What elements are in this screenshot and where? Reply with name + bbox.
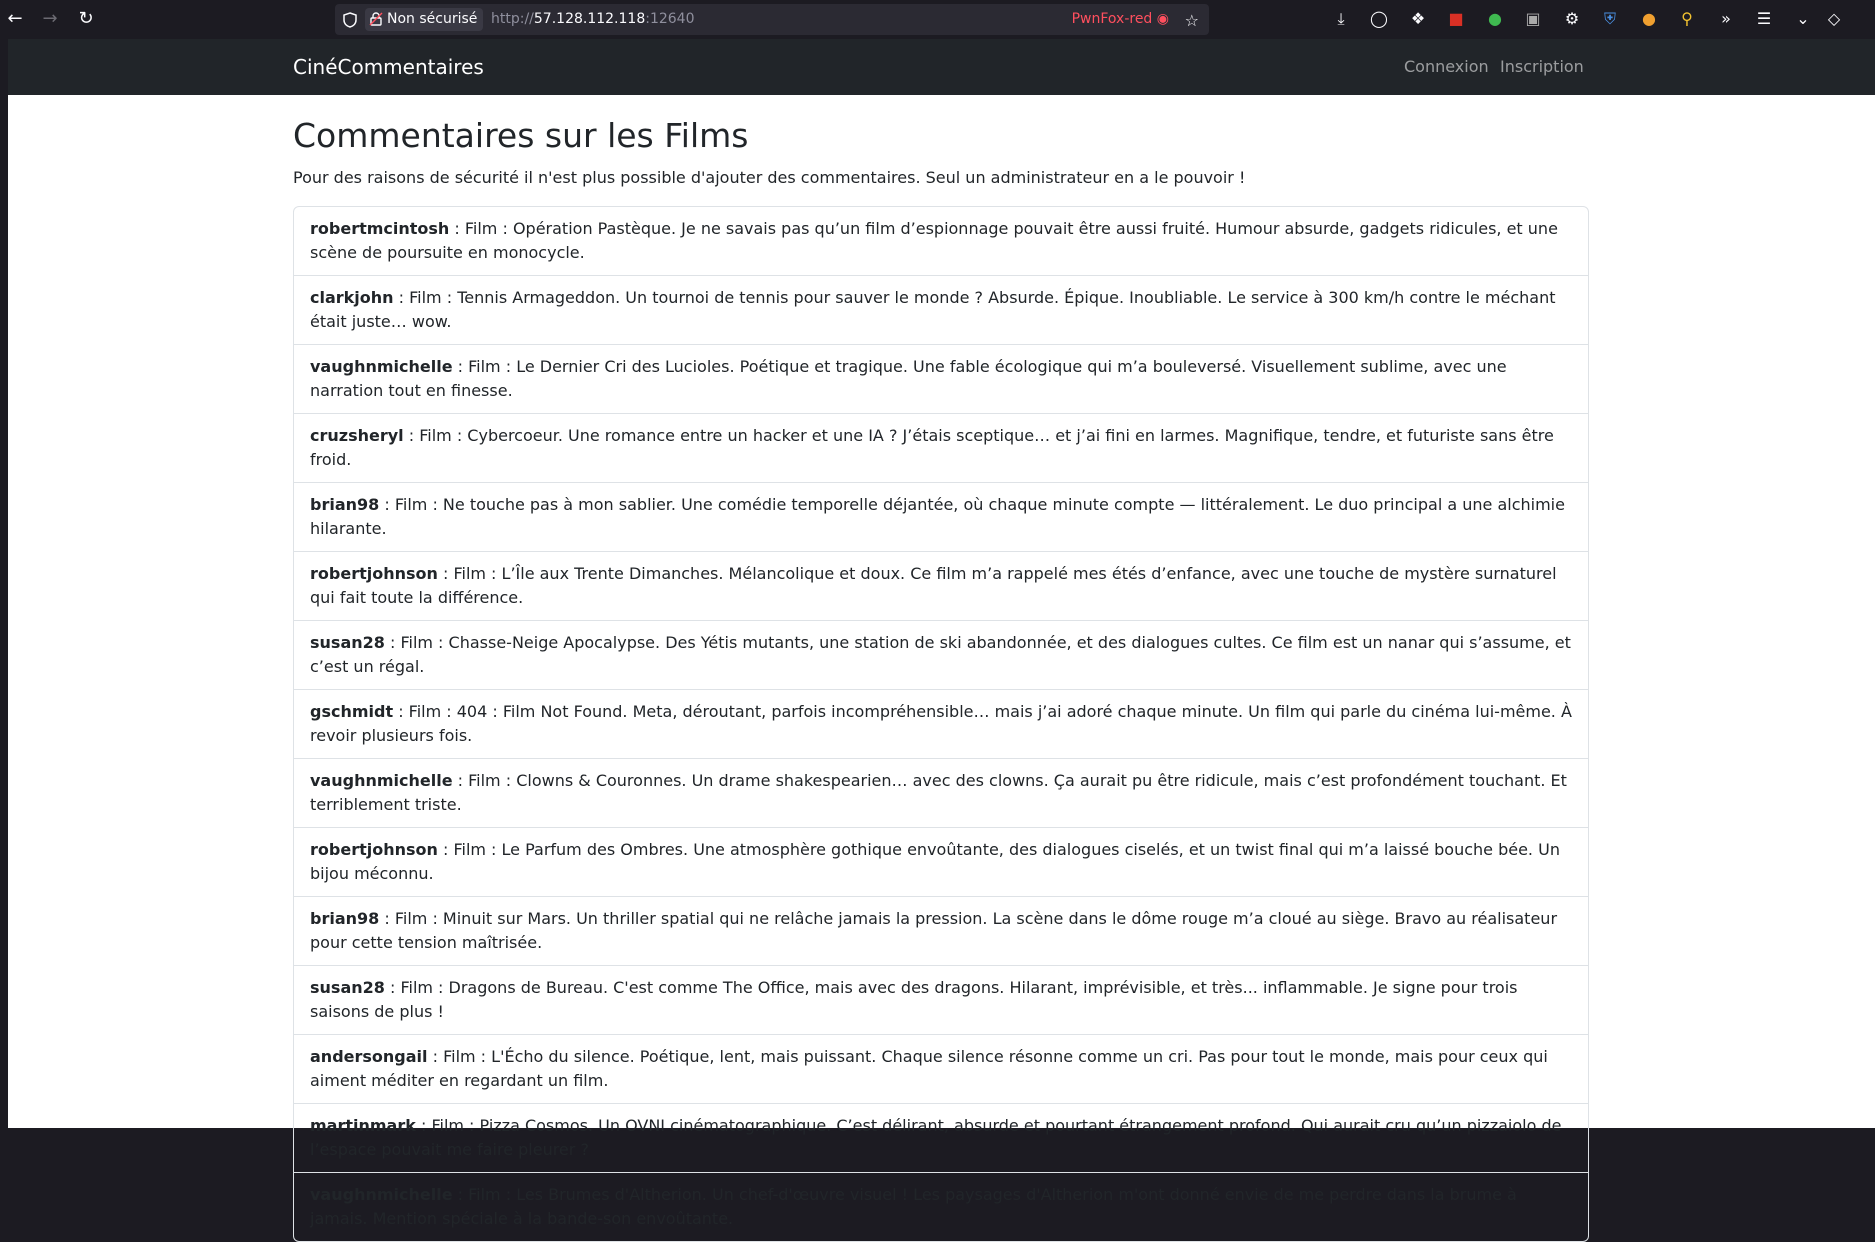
web-page [8, 39, 1875, 1228]
tracking-shield-icon[interactable] [343, 12, 357, 28]
list-item [294, 207, 1588, 275]
comment-author: vaughnmichelle [310, 1185, 453, 1204]
extensions-icon[interactable]: ❖ [1410, 9, 1426, 28]
url-bar[interactable] [335, 4, 1209, 35]
extension-green-icon[interactable]: ● [1488, 9, 1502, 28]
url-text[interactable] [491, 4, 695, 35]
insecure-lock-icon [370, 12, 382, 26]
extension-settings-icon[interactable]: ⚙ [1564, 9, 1580, 28]
list-item [294, 1034, 1588, 1103]
comment-text: : Film : Tennis Armageddon. Un tournoi de tennis pour sauver le monde ? Absurde. Épique. Inoubliable. Le service à 300 km/h contre le méchant était juste… wow. [310, 288, 1556, 331]
list-item [294, 758, 1588, 827]
comment-text: : Film : Dragons de Bureau. C'est comme The Office, mais avec des dragons. Hilarant, imprévisible, et très... inflammable. Je signe pour trois saisons de plus ! [310, 978, 1518, 1021]
key-icon[interactable]: ⚲ [1681, 9, 1693, 28]
comment-text: : Film : 404 : Film Not Found. Meta, déroutant, parfois incompréhensible… mais j’ai adoré chaque minute. Un film qui parle du cinéma lui-même. À revoir plusieurs fois. [310, 702, 1572, 745]
comment-author: vaughnmichelle [310, 357, 453, 376]
comment-author: susan28 [310, 633, 385, 652]
login-link[interactable]: Connexion [1404, 57, 1489, 76]
signup-link[interactable]: Inscription [1500, 57, 1584, 76]
comment-author: brian98 [310, 909, 380, 928]
site-navbar [8, 39, 1875, 95]
list-item [294, 344, 1588, 413]
comment-text: : Film : Le Dernier Cri des Lucioles. Poétique et tragique. Une fable écologique qui m’a bouleversé. Visuellement sublime, avec une narration tout en finesse. [310, 357, 1507, 400]
chevron-down-icon[interactable]: ⌄ [1796, 9, 1810, 28]
comment-text: : Film : Les Brumes d'Altherion. Un chef-d'œuvre visuel ! Les paysages d'Altherion m'ont donné envie de me perdre dans la brume à jamais. Mention spéciale à la bande-son envoûtante. [310, 1185, 1517, 1228]
comment-text: : Film : L'Écho du silence. Poétique, lent, mais puissant. Chaque silence résonne comme un cri. Pas pour tout le monde, mais pour ceux qui aiment méditer en regardant un film. [310, 1047, 1548, 1090]
comment-author: gschmidt [310, 702, 394, 721]
account-icon[interactable]: ◯ [1370, 9, 1388, 28]
comment-author: clarkjohn [310, 288, 394, 307]
list-item [294, 1103, 1588, 1172]
comment-text: : Film : Ne touche pas à mon sablier. Une comédie temporelle déjantée, où chaque minute compte — littéralement. Le duo principal a une alchimie hilarante. [310, 495, 1565, 538]
comment-list [293, 206, 1589, 1242]
comment-text: : Film : Cybercoeur. Une romance entre un hacker et une IA ? J’étais sceptique… et j’ai fini en larmes. Magnifique, tendre, et futuriste sans être froid. [310, 426, 1554, 469]
download-icon[interactable]: ⤓ [1337, 9, 1345, 28]
ublock-icon[interactable]: ■ [1448, 9, 1464, 28]
comment-text: : Film : Opération Pastèque. Je ne savais pas qu’un film d’espionnage pouvait être aussi fruité. Humour absurde, gadgets ridicules, et une scène de poursuite en monocycle. [310, 219, 1558, 262]
list-item [294, 275, 1588, 344]
list-item [294, 551, 1588, 620]
list-item [294, 965, 1588, 1034]
list-item [294, 827, 1588, 896]
comment-text: : Film : L’Île aux Trente Dimanches. Mélancolique et doux. Ce film m’a rappelé mes étés d’enfance, avec une touche de mystère surnaturel qui fait toute la différence. [310, 564, 1557, 607]
bookmark-star-icon[interactable]: ☆ [1184, 11, 1199, 30]
comment-author: robertjohnson [310, 564, 438, 583]
comment-author: brian98 [310, 495, 380, 514]
comment-author: cruzsheryl [310, 426, 404, 445]
url-port: :12640 [645, 11, 695, 27]
insecure-indicator[interactable] [365, 8, 483, 31]
overflow-icon[interactable]: » [1721, 9, 1731, 28]
comment-author: robertjohnson [310, 840, 438, 859]
url-scheme: http:// [491, 11, 534, 27]
security-notice: Pour des raisons de sécurité il n'est plus possible d'ajouter des commentaires. Seul un administrateur en a le pouvoir ! [293, 168, 1246, 187]
comment-text: : Film : Pizza Cosmos. Un OVNI cinématographique. C’est délirant, absurde et pourtant étrangement profond. Qui aurait cru qu’un pizzaiolo de l’espace pouvait me faire pleurer ? [310, 1116, 1562, 1159]
cookie-icon[interactable]: ● [1642, 9, 1656, 28]
fingerprint-icon: ◉ [1156, 11, 1169, 27]
bitwarden-icon[interactable]: ⛨ [1603, 9, 1616, 28]
diamond-icon[interactable]: ◇ [1827, 9, 1841, 28]
comment-author: vaughnmichelle [310, 771, 453, 790]
comment-author: robertmcintosh [310, 219, 450, 238]
list-item [294, 689, 1588, 758]
url-host: 57.128.112.118 [533, 11, 646, 27]
list-item [294, 482, 1588, 551]
comment-text: : Film : Le Parfum des Ombres. Une atmosphère gothique envoûtante, des dialogues ciselés, et un twist final qui m’a laissé bouche bée. Un bijou méconnu. [310, 840, 1560, 883]
menu-icon[interactable]: ☰ [1756, 9, 1772, 28]
comment-text: : Film : Chasse-Neige Apocalypse. Des Yétis mutants, une station de ski abandonnée, et des dialogues cultes. Ce film est un nanar qui s’assume, et c’est un régal. [310, 633, 1571, 676]
list-item [294, 620, 1588, 689]
comment-author: andersongail [310, 1047, 428, 1066]
comment-author: susan28 [310, 978, 385, 997]
list-item [294, 1172, 1588, 1241]
insecure-label: Non sécurisé [387, 11, 478, 27]
page-title: Commentaires sur les Films [293, 116, 749, 155]
container-label[interactable] [1072, 4, 1169, 35]
back-arrow-icon[interactable]: ← [7, 8, 23, 29]
browser-toolbar [0, 0, 1875, 39]
list-item [294, 896, 1588, 965]
comment-text: : Film : Minuit sur Mars. Un thriller spatial qui ne relâche jamais la pression. La scène dans le dôme rouge m’a cloué au siège. Bravo au réalisateur pour cette tension maîtrisée. [310, 909, 1558, 952]
comment-author: martinmark [310, 1116, 416, 1135]
list-item [294, 413, 1588, 482]
reload-icon[interactable]: ↻ [78, 8, 94, 29]
site-brand[interactable]: CinéCommentaires [293, 55, 484, 79]
comment-text: : Film : Clowns & Couronnes. Un drame shakespearien… avec des clowns. Ça aurait pu être ridicule, mais c’est profondément touchant. Et terriblement triste. [310, 771, 1567, 814]
forward-arrow-icon[interactable]: → [42, 8, 58, 29]
extension-p-icon[interactable]: ▣ [1525, 9, 1541, 28]
container-label-text: PwnFox-red [1071, 11, 1153, 27]
